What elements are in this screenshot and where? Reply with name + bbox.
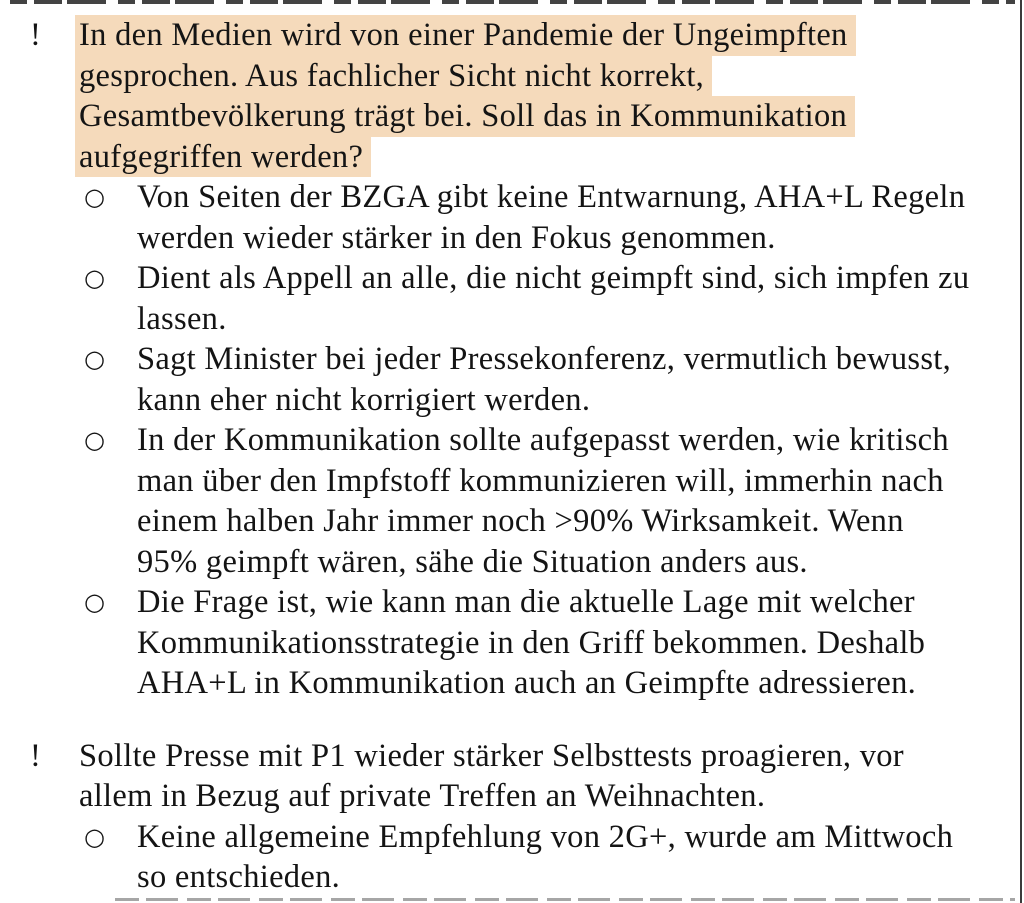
circle-bullet-marker: ○ [84, 822, 106, 851]
text-line: 95% geimpft wären, sähe die Situation anders aus. [137, 543, 808, 580]
text-line: aufgegriffen werden? [75, 137, 371, 178]
exclamation-bullet-marker: ! [30, 737, 42, 774]
sub-bullet-item [0, 177, 1024, 258]
text-line: Die Frage ist, wie kann man die aktuelle Lage mit welcher [137, 584, 915, 620]
cut-off-text-bottom [115, 898, 1015, 901]
sub-bullet-item [0, 339, 1024, 420]
circle-bullet-marker: ○ [84, 588, 106, 616]
text-line: Sollte Presse mit P1 wieder stärker Selbsttests proagieren, vor [79, 737, 904, 774]
text-line: Gesamtbevölkerung trägt bei. Soll das in Kommunikation [75, 96, 855, 137]
text-line: allem in Bezug auf private Treffen an Weihnachten. [79, 778, 766, 814]
text-line: einem halben Jahr immer noch >90% Wirksamkeit. Wenn [137, 503, 904, 539]
text-line: Kommunikationsstrategie in den Griff bekommen. Deshalb [137, 624, 926, 661]
page-right-border [1020, 0, 1022, 903]
text-line: In der Kommunikation sollte aufgepasst werden, wie kritisch [137, 422, 949, 458]
circle-bullet-marker: ○ [84, 345, 106, 373]
circle-bullet-marker: ○ [84, 426, 106, 454]
bullet-item-pandemie-ungeimpfte [0, 15, 1024, 704]
exclamation-bullet-marker: ! [30, 17, 42, 53]
sub-bullet-item [0, 582, 1024, 704]
text-line: so entschieden. [137, 859, 341, 895]
bullet-item-selbsttests [0, 736, 1024, 898]
highlighted-paragraph [75, 15, 1024, 177]
text-line: Von Seiten der BZGA gibt keine Entwarnung, AHA+L Regeln [137, 179, 966, 215]
text-line: lassen. [137, 300, 227, 337]
paragraph [79, 736, 1024, 817]
sub-bullet-item [0, 420, 1024, 582]
text-line: gesprochen. Aus fachlicher Sicht nicht korrekt, [75, 56, 712, 97]
text-line: In den Medien wird von einer Pandemie der Ungeimpften [75, 15, 856, 56]
sub-bullet-item [0, 258, 1024, 339]
text-line: Keine allgemeine Empfehlung von 2G+, wurde am Mittwoch [137, 818, 954, 855]
circle-bullet-marker: ○ [84, 264, 106, 292]
circle-bullet-marker: ○ [84, 183, 106, 211]
text-line: man über den Impfstoff kommunizieren will, immerhin nach [137, 462, 944, 499]
text-line: werden wieder stärker in den Fokus genommen. [137, 219, 776, 256]
text-line: Sagt Minister bei jeder Pressekonferenz, vermutlich bewusst, [137, 341, 952, 377]
text-line: Dient als Appell an alle, die nicht geimpft sind, sich impfen zu [137, 260, 970, 296]
text-line: kann eher nicht korrigiert werden. [137, 381, 591, 418]
text-line: AHA+L in Kommunikation auch an Geimpfte adressieren. [137, 665, 917, 701]
sub-bullet-item [0, 817, 1024, 898]
